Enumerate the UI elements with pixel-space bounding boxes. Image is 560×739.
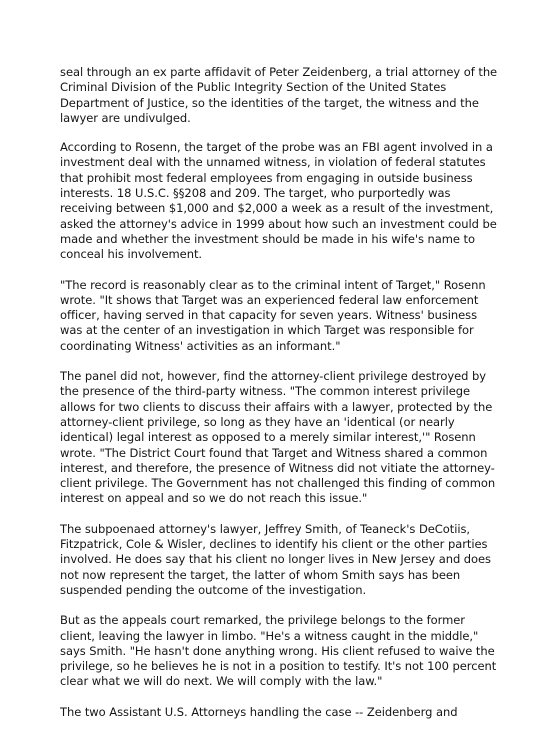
paragraph-assistant-attorneys: The two Assistant U.S. Attorneys handling the case -- Zeidenberg and	[60, 704, 458, 719]
paragraph-common-interest-privilege: The panel did not, however, find the attorney-client privilege destroyed by the presence of the third-party witness. "The common interest privilege allows for two clients to discuss their affairs with a lawyer, protected by the attorney-client privilege, so long as they have an 'identical (or nearly identical) legal interest as opposed to a merely similar interest,'" Rosenn wrote. "The District Court found that Target and Witness shared a common interest, and therefore, the presence of Witness did not vitiate the attorney- client privilege. The Government has not challenged this finding of common interest on appeal and so we do not reach this issue."	[60, 369, 496, 506]
paragraph-sealed-affidavit: seal through an ex parte affidavit of Peter Zeidenberg, a trial attorney of the Criminal Division of the Public Integrity Section of the United States Department of Justice, so the identities of the target, the witness and the lawyer are undivulged.	[60, 65, 498, 125]
paragraph-criminal-intent: "The record is reasonably clear as to the criminal intent of Target," Rosenn wrote. "It shows that Target was an experienced federal law enforcement officer, having served in that capacity for seven years. Witness' business was at the center of an investigation in which Target was responsible for coordinating Witness' activities as an informant."	[60, 277, 486, 353]
paragraph-subpoenaed-attorney: The subpoenaed attorney's lawyer, Jeffrey Smith, of Teaneck's DeCotiis, Fitzpatrick, Cole & Wisler, declines to identify his client or the other parties involved. He does say that his client no longer lives in New Jersey and does not now represent the target, the latter of whom Smith says has been suspended pending the outcome of the investigation.	[60, 521, 491, 597]
paragraph-appeals-court-remark: But as the appeals court remarked, the privilege belongs to the former client, leaving the lawyer in limbo. "He's a witness caught in the middle," says Smith. "He hasn't done anything wrong. His client refused to waive the privilege, so he believes he is not in a position to testify. It's not 100 percent clear what we will do next. We will comply with the law."	[60, 613, 497, 689]
paragraph-target-of-probe: According to Rosenn, the target of the probe was an FBI agent involved in a investment deal with the unnamed witness, in violation of federal statutes that prohibit most federal employees from engaging in outside business interests. 18 U.S.C. §§208 and 209. The target, who purportedly was receiving between $1,000 and $2,000 a week as a result of the investment, asked the attorney's advice in 1999 about how such an investment could be made and whether the investment should be made in his wife's name to conceal his involvement.	[60, 140, 497, 262]
